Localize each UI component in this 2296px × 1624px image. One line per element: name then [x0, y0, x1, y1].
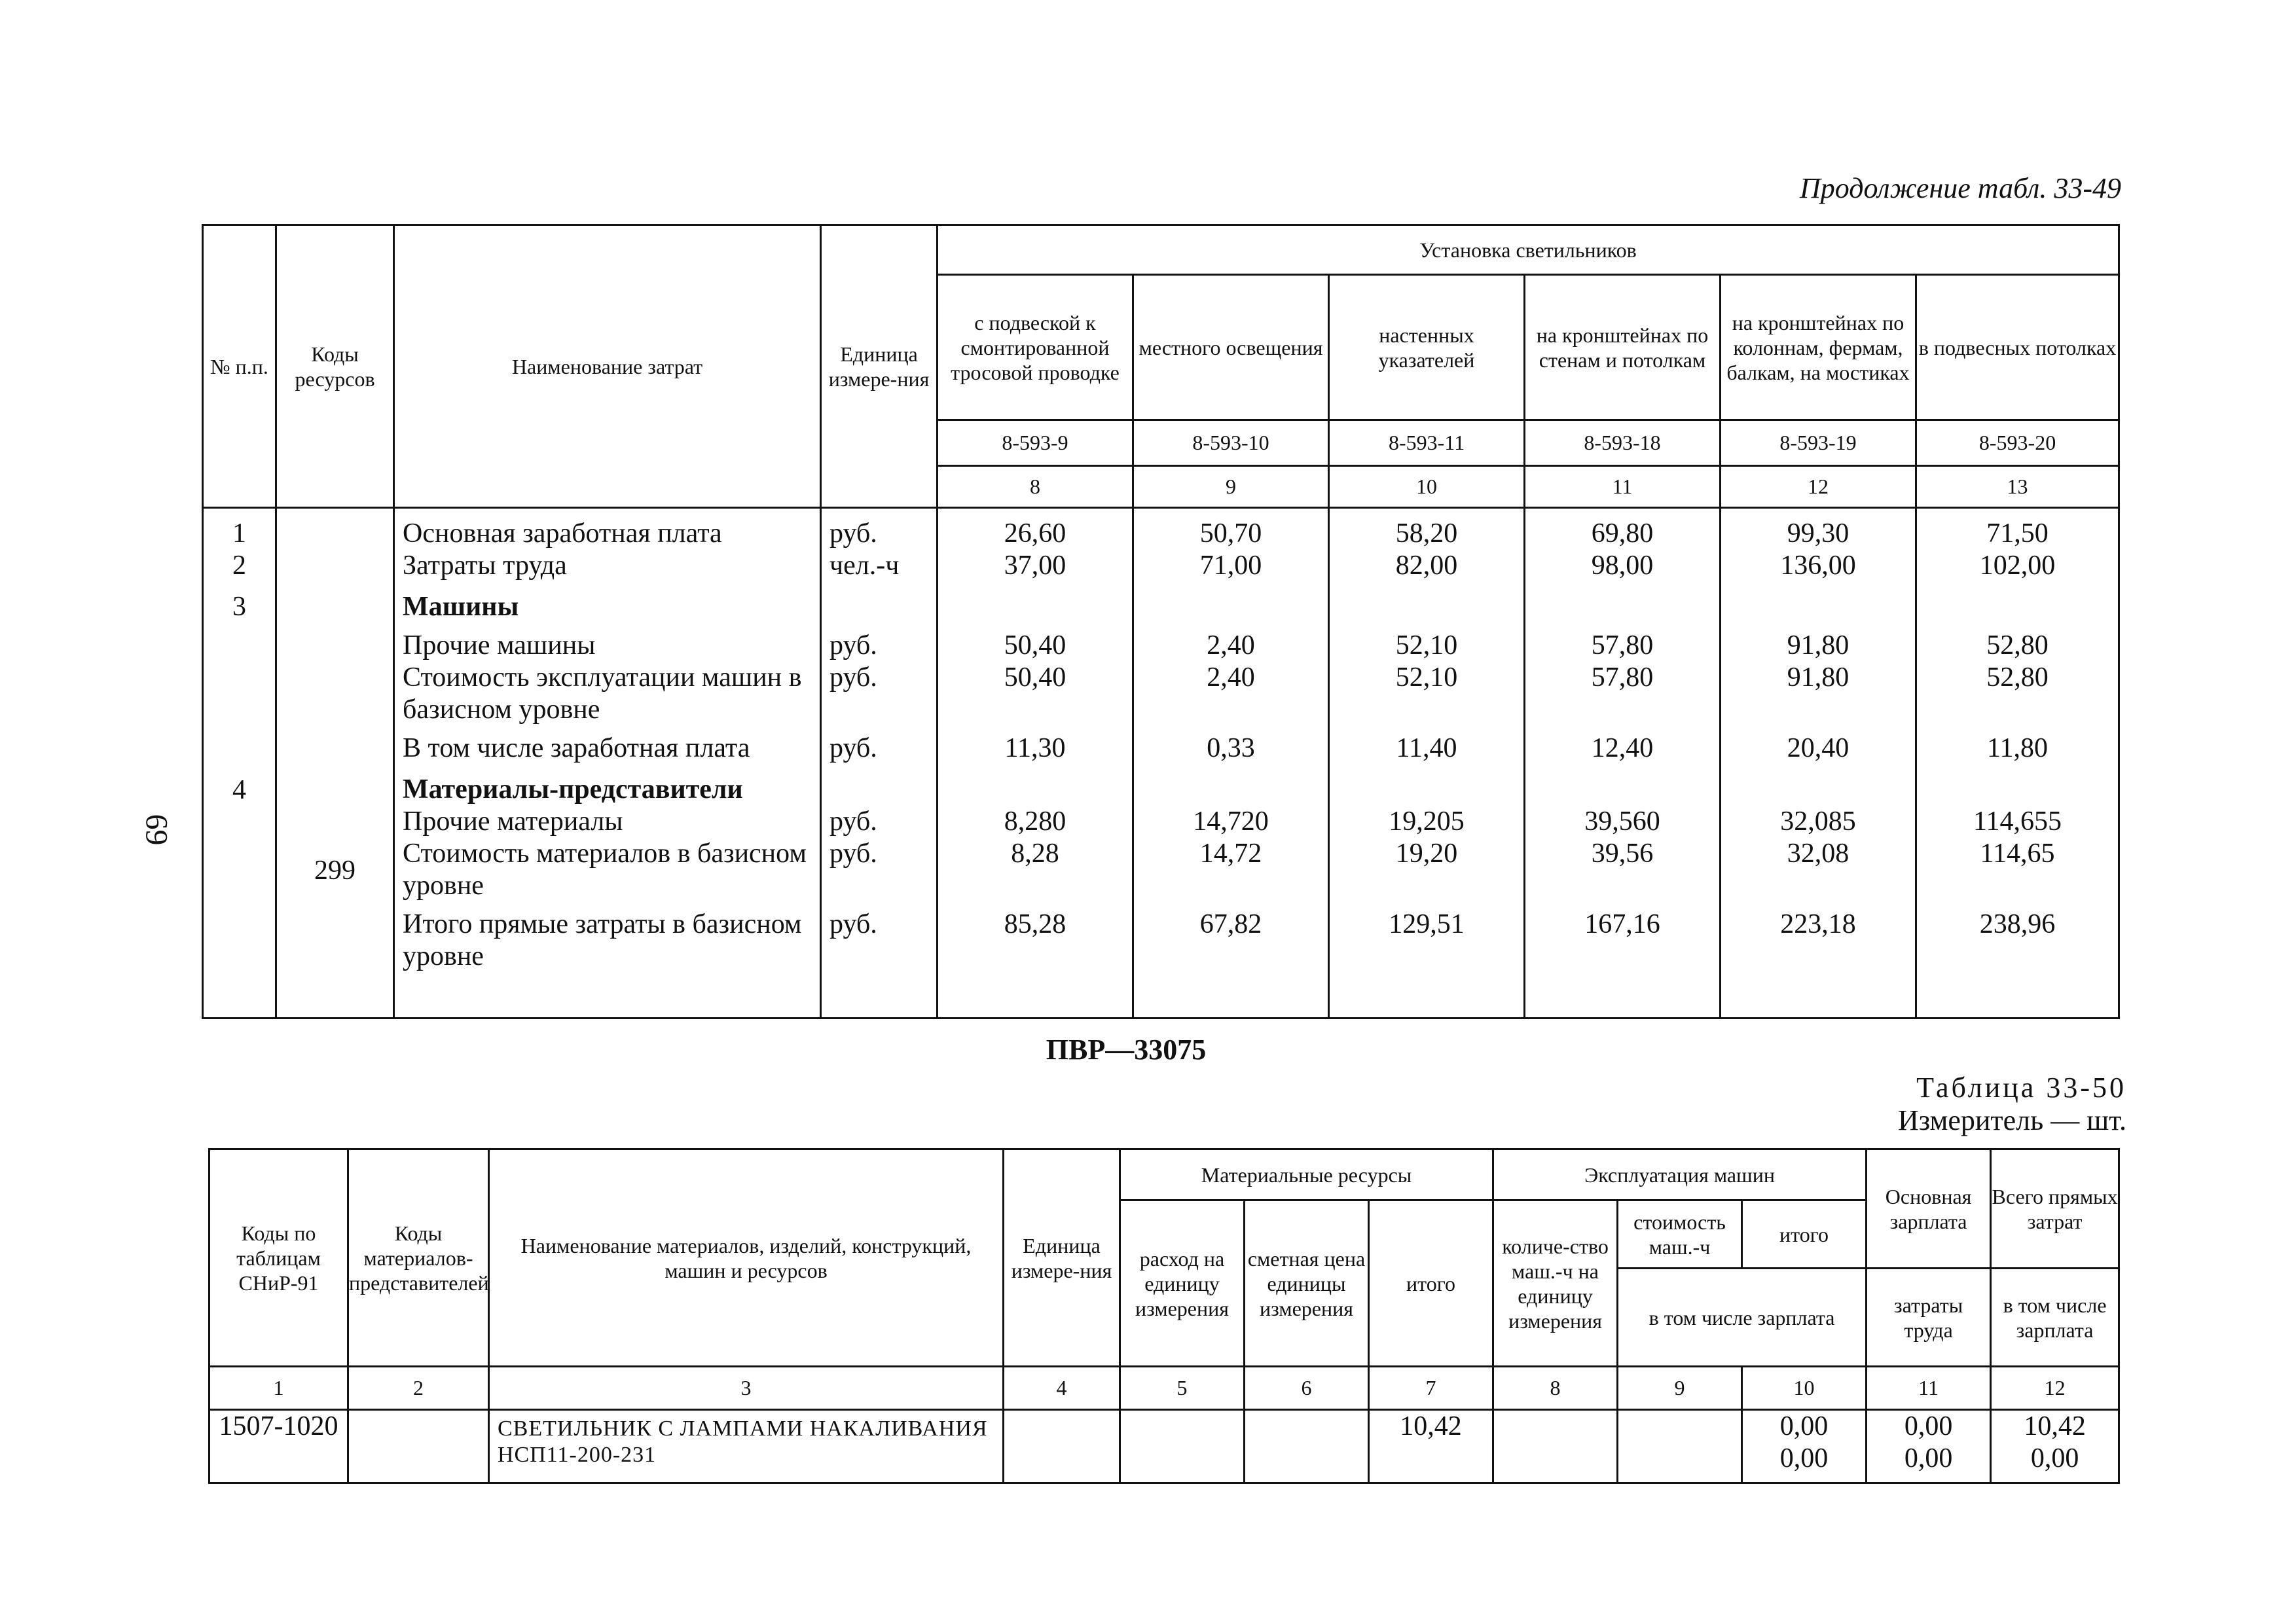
header-c5: расход на единицу измерения — [1120, 1200, 1245, 1367]
header-mat-group: Материальные ресурсы — [1120, 1149, 1493, 1200]
column-number: 9 — [1618, 1367, 1742, 1410]
column-number: 11 — [1867, 1367, 1991, 1410]
row-c7: 10,42 — [1369, 1410, 1493, 1483]
code-cell: 8-593-18 — [1525, 420, 1721, 466]
col-13: 71,50 102,00 52,80 52,80 11,80 114,655 114,65 238,96 — [1916, 508, 2119, 1019]
header-col-12: на кронштейнах по колоннам, фермам, балкам, на мостиках — [1721, 275, 1916, 420]
column-number: 10 — [1742, 1367, 1867, 1410]
row-c12: 10,42 0,00 — [1991, 1410, 2119, 1483]
header-name: Наименование затрат — [394, 225, 821, 508]
column-number: 2 — [348, 1367, 489, 1410]
header-col-9: местного освещения — [1133, 275, 1329, 420]
column-number: 12 — [1721, 466, 1916, 508]
table-label: Таблица 33-50 — [1916, 1072, 2126, 1104]
col-resource-code — [276, 508, 394, 1019]
header-c2: Коды материалов-представителей — [348, 1149, 489, 1367]
row-material-code — [348, 1410, 489, 1483]
col-unit: руб. чел.-ч руб. руб. руб. руб. руб. руб. — [821, 508, 938, 1019]
code-cell: 8-593-19 — [1721, 420, 1916, 466]
column-number: 5 — [1120, 1367, 1245, 1410]
header-col-8: с подвеской к смонтированной тросовой проводке — [938, 275, 1133, 420]
header-col-10: настенных указателей — [1329, 275, 1525, 420]
column-number: 4 — [1004, 1367, 1120, 1410]
row-c6 — [1245, 1410, 1369, 1483]
resource-code: 299 — [314, 856, 355, 886]
row-code: 1507-1020 — [210, 1410, 348, 1483]
row-c10: 0,00 0,00 — [1742, 1410, 1867, 1483]
column-number: 6 — [1245, 1367, 1369, 1410]
column-number: 11 — [1525, 466, 1721, 508]
row-c9 — [1618, 1410, 1742, 1483]
col-8: 26,60 37,00 50,40 50,40 11,30 8,280 8,28 85,28 — [938, 508, 1133, 1019]
column-number: 1 — [210, 1367, 348, 1410]
column-number: 7 — [1369, 1367, 1493, 1410]
column-number: 9 — [1133, 466, 1329, 508]
col-name: Основная заработная плата Затраты труда Машины Прочие машины Стоимость эксплуатации машин в базисном уровне В том числе заработная плата Материалы-представители Прочие материалы Стоимость материалов в базисном уровне Итого прямые затраты в базисном уровне — [394, 508, 821, 1019]
header-c7: итого — [1369, 1200, 1493, 1367]
col-9: 50,70 71,00 2,40 2,40 0,33 14,720 14,72 67,82 — [1133, 508, 1329, 1019]
continuation-caption: Продолжение табл. 33-49 — [1800, 172, 2121, 204]
row-name: СВЕТИЛЬНИК С ЛАМПАМИ НАКАЛИВАНИЯ НСП11-200-231 — [489, 1410, 1004, 1483]
header-c11-sub: затраты труда — [1867, 1269, 1991, 1367]
column-number: 3 — [489, 1367, 1004, 1410]
pvr-title: ПВР—33075 — [1046, 1034, 1207, 1066]
row-unit — [1004, 1410, 1120, 1483]
header-col-11: на кронштейнах по стенам и потолкам — [1525, 275, 1721, 420]
header-no: № п.п. — [203, 225, 276, 508]
row-c11: 0,00 0,00 — [1867, 1410, 1991, 1483]
col-no: 1 2 3 4 — [203, 508, 276, 1019]
code-cell: 8-593-11 — [1329, 420, 1525, 466]
row-c5 — [1120, 1410, 1245, 1483]
row-c8 — [1493, 1410, 1618, 1483]
header-c12-sub: в том числе зарплата — [1991, 1269, 2119, 1367]
table-33-50 — [208, 1148, 2120, 1484]
page-number: 69 — [139, 814, 174, 846]
col-12: 99,30 136,00 91,80 91,80 20,40 32,085 32,08 223,18 — [1721, 508, 1916, 1019]
column-number: 12 — [1991, 1367, 2119, 1410]
table-33-49 — [202, 224, 2120, 1019]
header-c9-10-sub: в том числе зарплата — [1618, 1269, 1867, 1367]
header-c10: итого — [1742, 1200, 1867, 1269]
column-number: 13 — [1916, 466, 2119, 508]
header-c9: стоимость маш.-ч — [1618, 1200, 1742, 1269]
header-c12: Всего прямых затрат — [1991, 1149, 2119, 1269]
header-mach-group: Эксплуатация машин — [1493, 1149, 1867, 1200]
code-cell: 8-593-9 — [938, 420, 1133, 466]
header-c3: Наименование материалов, изделий, конструкций, машин и ресурсов — [489, 1149, 1004, 1367]
header-c11: Основная зарплата — [1867, 1149, 1991, 1269]
code-cell: 8-593-10 — [1133, 420, 1329, 466]
header-codes: Коды ресурсов — [276, 225, 394, 508]
code-cell: 8-593-20 — [1916, 420, 2119, 466]
header-c4: Единица измере-ния — [1004, 1149, 1120, 1367]
header-c6: сметная цена единицы измерения — [1245, 1200, 1369, 1367]
header-c1: Коды по таблицам СНиР-91 — [210, 1149, 348, 1367]
header-group: Установка светильников — [938, 225, 2119, 275]
header-col-13: в подвесных потолках — [1916, 275, 2119, 420]
col-10: 58,20 82,00 52,10 52,10 11,40 19,205 19,20 129,51 — [1329, 508, 1525, 1019]
column-number: 8 — [938, 466, 1133, 508]
column-number: 10 — [1329, 466, 1525, 508]
table-unit: Измеритель — шт. — [1897, 1104, 2126, 1136]
header-unit: Единица измере-ния — [821, 225, 938, 508]
column-number: 8 — [1493, 1367, 1618, 1410]
header-c8: количе-ство маш.-ч на единицу измерения — [1493, 1200, 1618, 1367]
col-11: 69,80 98,00 57,80 57,80 12,40 39,560 39,56 167,16 — [1525, 508, 1721, 1019]
